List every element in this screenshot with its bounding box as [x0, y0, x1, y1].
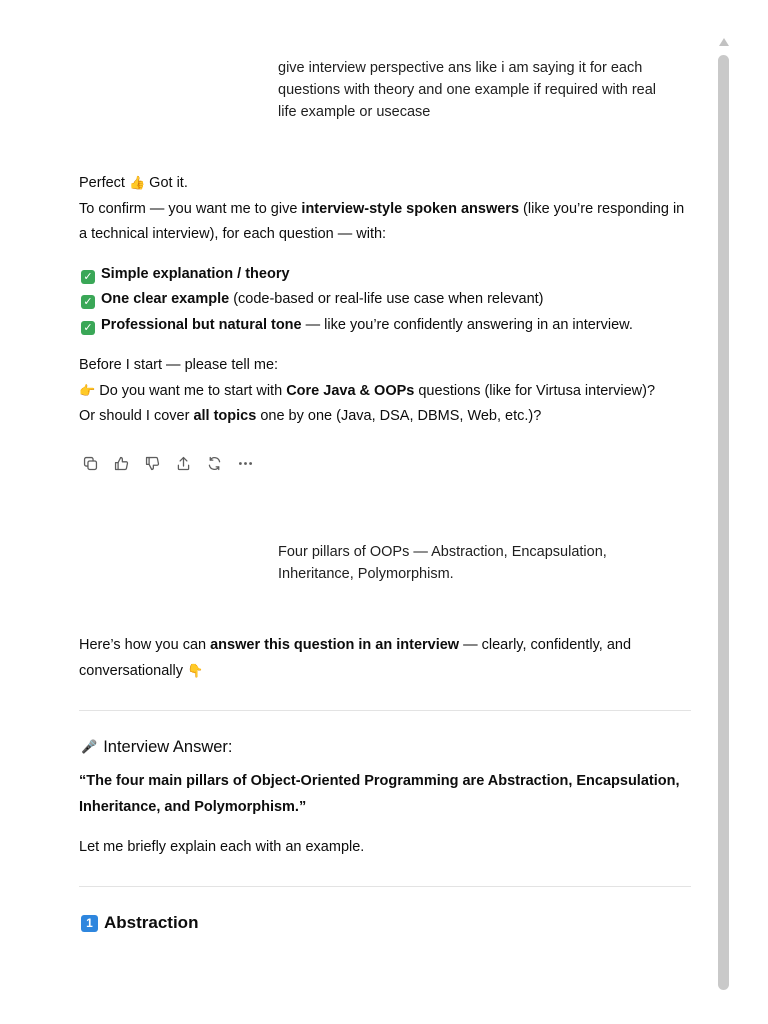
copy-icon [82, 455, 99, 472]
list-text: — like you’re confidently answering in an interview. [301, 316, 633, 333]
list-item [79, 262, 695, 288]
thumbs-up-icon [113, 455, 130, 472]
reply-text: Perfect [79, 175, 129, 191]
check-icon: ✓ [81, 295, 95, 309]
reply-text: Do you want me to start with [95, 382, 287, 399]
quote-text [79, 769, 695, 820]
reply-text: — clearly, confidently, and conversationally [79, 637, 632, 679]
divider [79, 710, 691, 711]
thumbs-up-button[interactable] [110, 452, 132, 474]
reply-text: Or should I cover [79, 408, 194, 424]
message-actions [79, 452, 256, 474]
scroll-up-arrow-icon[interactable] [719, 38, 729, 46]
list-bold: One clear example [101, 291, 230, 307]
reply-text: questions (like for Virtusa interview)? [414, 382, 656, 399]
list-text: (code-based or real-life use case when relevant) [229, 291, 544, 307]
share-button[interactable] [172, 452, 194, 474]
copy-button[interactable] [79, 452, 101, 474]
reply-line [79, 633, 695, 684]
list-item [79, 287, 695, 313]
reply-line [79, 197, 695, 248]
quote-bold: “The four main pillars of Object-Oriented Programming are Abstraction, Encapsulation, Inheritance, and Polymorphism.” [79, 773, 680, 815]
reply-line: Let me briefly explain each with an example. [79, 839, 365, 855]
reply-bold: Core Java & OOPs [286, 382, 415, 399]
reply-text: one by one (Java, DSA, DBMS, Web, etc.)? [256, 408, 542, 424]
list-bold: Simple explanation / theory [101, 265, 290, 282]
reply-line [79, 171, 695, 197]
reply-text: Here’s how you can [79, 637, 211, 653]
section-heading [81, 738, 233, 757]
reply-line [79, 404, 695, 430]
share-icon [175, 455, 192, 472]
assistant-message [79, 171, 695, 430]
divider [79, 886, 691, 887]
more-icon [237, 455, 254, 472]
pointing-right-emoji-icon: 👉 [79, 383, 96, 399]
scrollbar-thumb[interactable] [718, 55, 729, 990]
regenerate-icon [206, 455, 223, 472]
reply-text: To confirm — you want me to give [79, 200, 302, 217]
list-bold: Professional but natural tone [101, 316, 302, 333]
regenerate-button[interactable] [203, 452, 225, 474]
assistant-message [79, 633, 695, 684]
thumbs-up-emoji-icon: 👍 [128, 176, 146, 191]
check-icon: ✓ [81, 321, 95, 335]
thumbs-down-button[interactable] [141, 452, 163, 474]
reply-text: Got it. [145, 175, 188, 191]
assistant-message-body [79, 769, 695, 861]
heading-text: Interview Answer: [103, 738, 233, 756]
reply-bold: answer this question in an interview [210, 637, 460, 653]
reply-bold: all topics [193, 408, 257, 424]
microphone-icon: 🎤 [81, 740, 98, 755]
reply-line: Before I start — please tell me: [79, 357, 279, 373]
thumbs-down-icon [144, 455, 161, 472]
list-item [79, 313, 695, 339]
user-message: Four pillars of OOPs — Abstraction, Encapsulation, Inheritance, Polymorphism. [278, 544, 607, 582]
keycap-number-icon: 1 [81, 915, 98, 932]
reply-line [79, 379, 695, 405]
user-message: give interview perspective ans like i am saying it for each questions with theory and one example if required with real life example or usecase [278, 60, 657, 120]
section-heading [81, 913, 198, 933]
more-button[interactable] [234, 452, 256, 474]
reply-bold: interview-style spoken answers [301, 200, 520, 217]
check-icon: ✓ [81, 270, 95, 284]
pointing-down-emoji-icon: 👇 [187, 663, 204, 679]
reply-text: (like you’re responding in a technical interview), for each question — with: [79, 200, 685, 242]
heading-text: Abstraction [104, 913, 199, 932]
